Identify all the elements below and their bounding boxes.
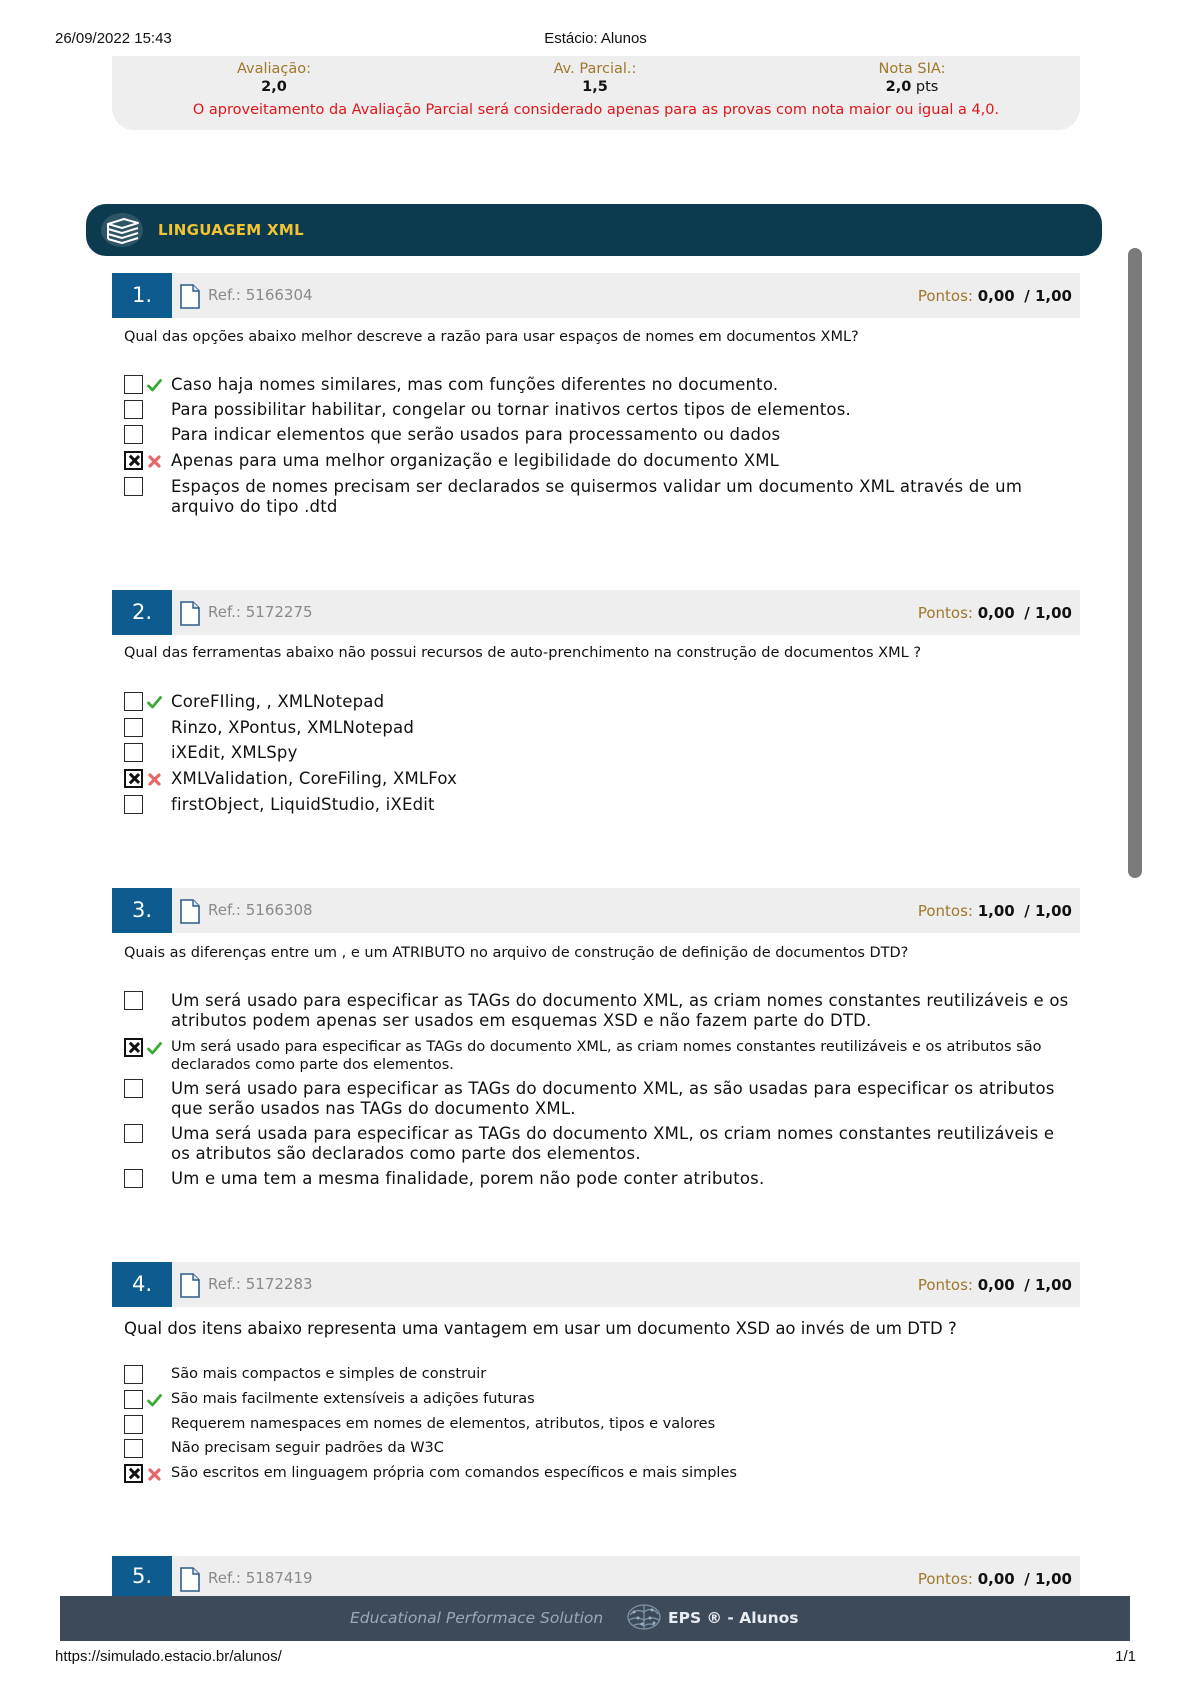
grade-label: Av. Parcial.: xyxy=(553,61,637,77)
question-text: Qual das ferramentas abaixo não possui recursos de auto-prenchimento na construção de documentos XML ? xyxy=(124,645,922,661)
answer-checkbox[interactable] xyxy=(124,1439,143,1458)
answer-text: São escritos em linguagem própria com comandos específicos e mais simples xyxy=(171,1465,737,1481)
answer-checkbox[interactable] xyxy=(124,718,143,737)
answer-checkbox-checked[interactable] xyxy=(124,769,143,788)
print-url: https://simulado.estacio.br/alunos/ xyxy=(55,1648,282,1665)
brain-icon xyxy=(624,1602,664,1634)
question-ref: Ref.: 5187419 xyxy=(208,1569,313,1587)
footer-slogan: Educational Performace Solution xyxy=(350,1609,604,1627)
footer-brand: EPS ® - Alunos xyxy=(668,1609,799,1627)
question-header xyxy=(112,273,1080,318)
answer-checkbox[interactable] xyxy=(124,795,143,814)
subject-banner xyxy=(86,204,1102,256)
answer-text: Para possibilitar habilitar, congelar ou tornar inativos certos tipos de elementos. xyxy=(171,400,851,419)
answer-text: São mais facilmente extensíveis a adições futuras xyxy=(171,1391,535,1407)
answer-checkbox[interactable] xyxy=(124,692,143,711)
answer-text: CoreFIling, , XMLNotepad xyxy=(171,692,385,711)
answer-checkbox[interactable] xyxy=(124,991,143,1010)
answer-text: Para indicar elementos que serão usados para processamento ou dados xyxy=(171,425,781,444)
answer-checkbox[interactable] xyxy=(124,477,143,496)
grade-label: Avaliação: xyxy=(236,61,312,77)
grade-av-parcial xyxy=(495,60,695,96)
document-icon xyxy=(180,601,200,626)
answer-checkbox[interactable] xyxy=(124,1124,143,1143)
question-ref: Ref.: 5166308 xyxy=(208,901,313,919)
answer-text: Não precisam seguir padrões da W3C xyxy=(171,1440,444,1456)
question-points: Pontos: 0,00 / 1,00 xyxy=(917,1570,1072,1588)
answer-text: Apenas para uma melhor organização e legibilidade do documento XML xyxy=(171,451,780,470)
answer-checkbox[interactable] xyxy=(124,1390,143,1409)
answer-text: Um será usado para especificar as TAGs do documento XML, as são usadas para especificar os atributos que serão usados nas TAGs do documento XML. xyxy=(171,1079,1055,1118)
question-number: 5. xyxy=(112,1556,172,1596)
print-footer xyxy=(55,1648,1136,1668)
document-icon xyxy=(180,899,200,924)
question-number: 2. xyxy=(112,590,172,635)
answer-text: firstObject, LiquidStudio, iXEdit xyxy=(171,795,435,814)
question-text: Qual dos itens abaixo representa uma vantagem em usar um documento XSD ao invés de um DTD ? xyxy=(124,1319,957,1338)
scrollbar-thumb[interactable] xyxy=(1128,248,1142,878)
grades-summary xyxy=(112,56,1080,130)
answer-checkbox[interactable] xyxy=(124,1079,143,1098)
grade-label: Nota SIA: xyxy=(878,61,946,77)
answer-text: São mais compactos e simples de construir xyxy=(171,1366,487,1382)
print-page-count: 1/1 xyxy=(1115,1648,1136,1665)
question-number: 3. xyxy=(112,888,172,933)
answer-checkbox[interactable] xyxy=(124,743,143,762)
answer-text: XMLValidation, CoreFiling, XMLFox xyxy=(171,769,458,788)
answer-text: Rinzo, XPontus, XMLNotepad xyxy=(171,718,415,737)
question-ref: Ref.: 5166304 xyxy=(208,286,313,304)
correct-check-icon xyxy=(147,1041,162,1056)
question-text: Quais as diferenças entre um , e um ATRIBUTO no arquivo de construção de definição de documentos DTD? xyxy=(124,945,909,961)
answer-checkbox[interactable] xyxy=(124,1415,143,1434)
question-points: Pontos: 0,00 / 1,00 xyxy=(917,287,1072,305)
wrong-x-icon xyxy=(147,772,162,787)
question-text: Qual das opções abaixo melhor descreve a razão para usar espaços de nomes em documentos XML? xyxy=(124,329,859,345)
correct-check-icon xyxy=(147,1393,162,1408)
question-points: Pontos: 0,00 / 1,00 xyxy=(917,1276,1072,1294)
answer-text: Caso haja nomes similares, mas com funções diferentes no documento. xyxy=(171,375,779,394)
wrong-x-icon xyxy=(147,1467,162,1482)
question-number: 4. xyxy=(112,1262,172,1307)
answer-checkbox[interactable] xyxy=(124,1365,143,1384)
question-header xyxy=(112,590,1080,635)
grade-nota-sia xyxy=(812,60,1012,96)
wrong-x-icon xyxy=(147,454,162,469)
print-date: 26/09/2022 15:43 xyxy=(55,30,172,47)
answer-text: Requerem namespaces em nomes de elementos, atributos, tipos e valores xyxy=(171,1416,716,1432)
document-icon xyxy=(180,1273,200,1298)
answer-text: Espaços de nomes precisam ser declarados se quisermos validar um documento XML através de um arquivo do tipo .dtd xyxy=(171,477,1023,516)
question-header xyxy=(112,1556,1080,1596)
correct-check-icon xyxy=(147,695,162,710)
answer-text: Um será usado para especificar as TAGs do documento XML, as criam nomes constantes reutilizáveis e os atributos são declarados como parte dos elementos. xyxy=(171,1039,1042,1073)
answer-checkbox-checked[interactable] xyxy=(124,1464,143,1483)
document-icon xyxy=(180,284,200,309)
question-points: Pontos: 0,00 / 1,00 xyxy=(917,604,1072,622)
answer-checkbox[interactable] xyxy=(124,425,143,444)
grade-value: 2,0 pts xyxy=(885,79,939,95)
answer-text: Uma será usada para especificar as TAGs do documento XML, os criam nomes constantes reutilizáveis e os atributos são declarados como parte dos elementos. xyxy=(171,1124,1055,1163)
grades-note: O aproveitamento da Avaliação Parcial será considerado apenas para as provas com nota maior ou igual a 4,0. xyxy=(192,102,1000,118)
answer-checkbox[interactable] xyxy=(124,400,143,419)
grade-value: 2,0 xyxy=(261,79,287,95)
answer-checkbox-checked[interactable] xyxy=(124,451,143,470)
answer-text: Um e uma tem a mesma finalidade, porem não pode conter atributos. xyxy=(171,1169,765,1188)
document-icon xyxy=(180,1567,200,1592)
question-points: Pontos: 1,00 / 1,00 xyxy=(917,902,1072,920)
question-ref: Ref.: 5172283 xyxy=(208,1275,313,1293)
question-header xyxy=(112,888,1080,933)
question-number: 1. xyxy=(112,273,172,318)
correct-check-icon xyxy=(147,378,162,393)
print-title: Estácio: Alunos xyxy=(544,30,647,47)
answer-checkbox-checked[interactable] xyxy=(124,1038,143,1057)
answer-text: Um será usado para especificar as TAGs do documento XML, as criam nomes constantes reutilizáveis e os atributos podem apenas ser usados em esquemas XSD e não fazem parte do DTD. xyxy=(171,991,1069,1030)
subject-name: LINGUAGEM XML xyxy=(158,221,304,239)
grade-value: 1,5 xyxy=(582,79,608,95)
answer-checkbox[interactable] xyxy=(124,1169,143,1188)
question-header xyxy=(112,1262,1080,1307)
print-header xyxy=(55,30,1136,50)
books-icon xyxy=(100,212,144,248)
grade-avaliacao xyxy=(174,60,374,96)
question-ref: Ref.: 5172275 xyxy=(208,603,313,621)
answer-checkbox[interactable] xyxy=(124,375,143,394)
answer-text: iXEdit, XMLSpy xyxy=(171,743,298,762)
eps-footer xyxy=(60,1596,1130,1641)
